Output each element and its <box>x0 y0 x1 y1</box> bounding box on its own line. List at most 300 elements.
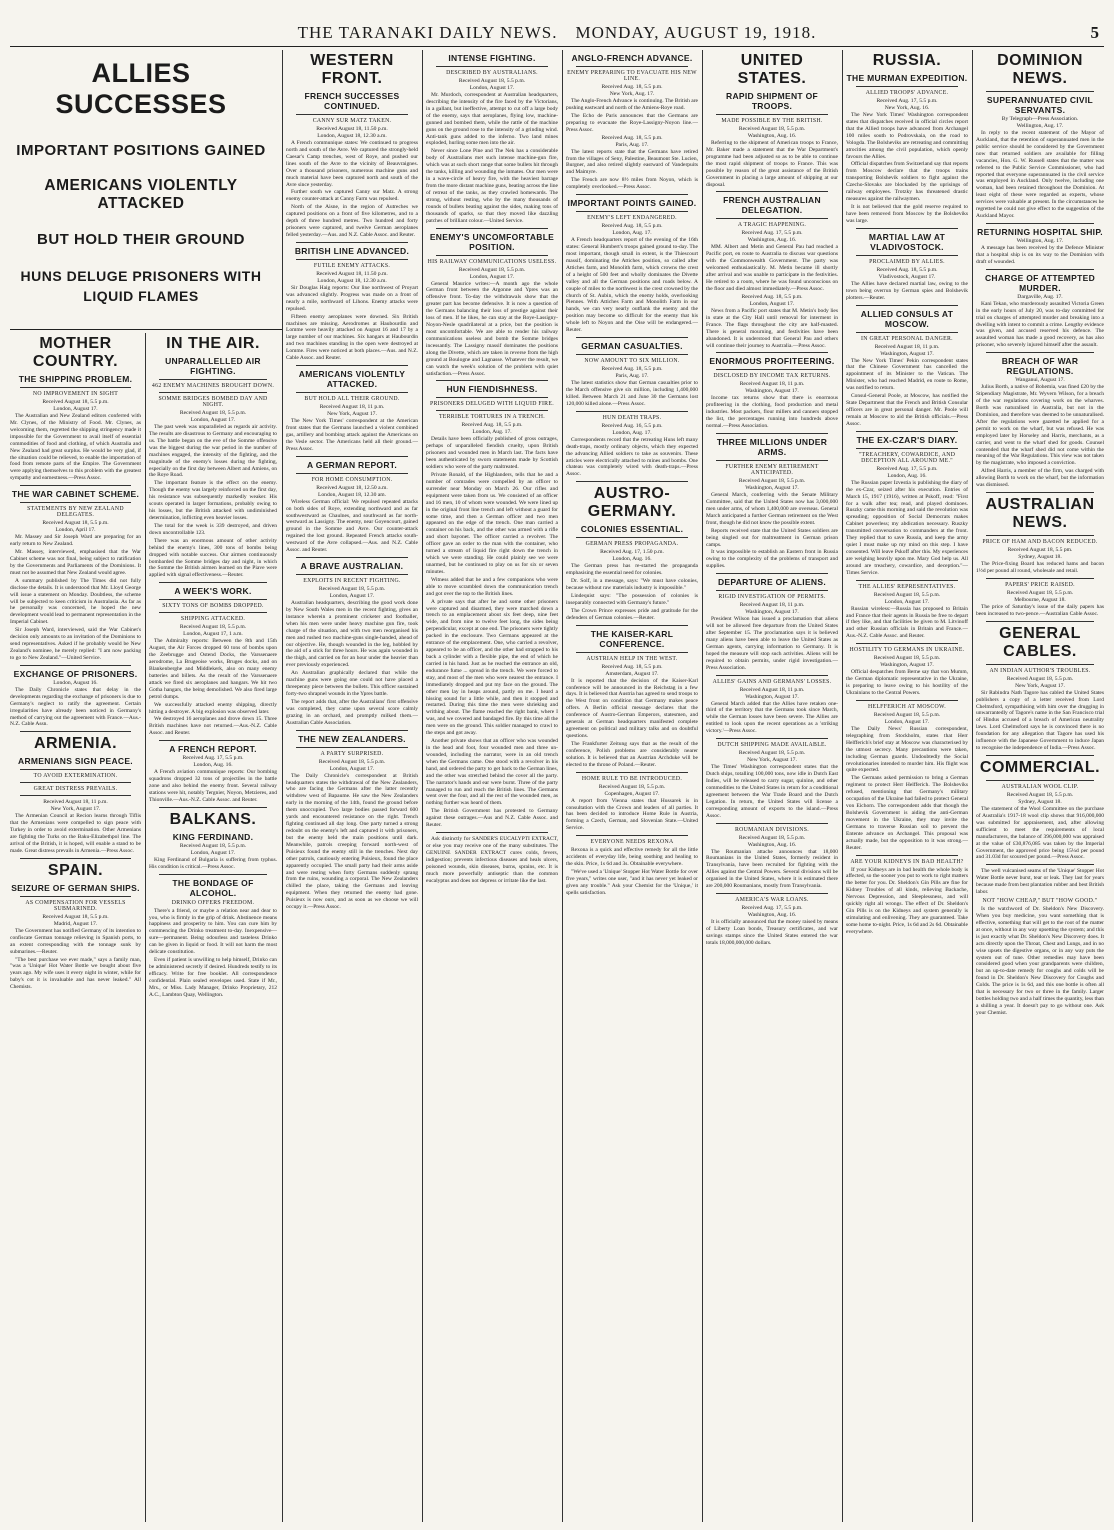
dateline: Paris, Aug. 17. <box>615 141 649 148</box>
article-paragraph: The Echo de Paris announces that the Germans are preparing to evacuate the Roye-Lassigny-Noyon line.—Press Assoc. <box>566 112 698 133</box>
divider <box>296 557 408 558</box>
page-number: 5 <box>1090 23 1100 42</box>
divider <box>716 191 828 192</box>
column-2 <box>149 333 277 1522</box>
dateline: London, Aug. 16. <box>193 762 233 769</box>
dateline: Madrid, August 17. <box>53 920 98 927</box>
article-paragraph: The price of Saturday's issue of the daily papers has been increased to two-pence.—Australian Cable Assoc. <box>976 603 1104 617</box>
dateline: London, August 17. <box>329 765 375 772</box>
article-headline: HUN FIENDISHNESS. <box>446 384 538 395</box>
article-paragraph: Julius Borth, a native of Bohemia, was fined £20 by the Stipendiary Magistrate, Mr. Wyvern Wilson, for a breach of the war regulations covering work on the wharves. Borth was naturalised in Australia, but not in the Dominion, and therefore was deemed to be unnaturalised. After the regulations were gazetted he applied for a permit to work on the wharf, but was refused. He was employed later by Horseley and Harris, merchants, as a carrier, and went to the wharf shed for goods. Counsel contended that the wharf shed did not come within the meaning of the War Regulations. This view was not taken by the magistrate, who imposed a conviction. <box>976 384 1104 467</box>
banner-rule <box>10 329 282 330</box>
divider <box>856 643 958 644</box>
article-subheading: NOW AMOUNT TO SIX MILLION. <box>584 358 680 365</box>
article-paragraph: The Price-fixing Board has reduced hams and bacon 1½d per pound all round, wholesale and retail. <box>976 561 1104 574</box>
article-headline: FRENCH AUSTRALIAN DELEGATION. <box>723 195 821 216</box>
article-paragraph: MM. Albert and Metin and General Pau had reached a Pacific port, en route to Australia to discuss war questions with the Commonwealth Government. The party was welcomed enthusiastically. M. Metin became ill shortly after arrival and was unable to participate in the festivities. He retired to a room, where he was found unconscious on the floor and died almost immediately.—Press Assoc. <box>706 244 838 292</box>
article-paragraph: It is not believed that the gold reserve required to have been removed from Moscow by the Bolsheviks was large. <box>846 203 968 224</box>
section-heading: GENERAL CABLES. <box>999 624 1081 660</box>
article-paragraph: The Germans asked permission to bring a German regiment to protect Herr Helfferich. The Bolsheviks refused, mentioning that Germany's military occupation of the Ukraine had failed to protect General von Eichorn. The correspondent adds that though the Bolshevik Government is aiding the anti-German movement in the Ukraine, they may invite the Germans to traverse Russian soil to prevent the Entente advance on Archangel. This proposal was actually made, but the opposition to it was strong.—Reuter. <box>846 775 968 851</box>
article-paragraph: It is reported that the decision of the Kaiser-Karl conference will be announced in the Reichstag in a few days. It is believed that Austria has agreed to send troops to the West front on condition that Germany makes peace offers. A Berlin official message declares that the conference of Austro-German Emperors, statesmen, and generals at German headquarters manifested complete agreement on political and military talks and on doubtful questions. <box>566 677 698 740</box>
dateline: Washington, Aug. 16. <box>747 133 797 139</box>
article-subheading: DUTCH SHIPPING MADE AVAILABLE. <box>717 742 827 749</box>
article-subheading: EXPLOITS IN RECENT FIGHTING. <box>303 578 401 585</box>
divider <box>436 410 548 411</box>
article-subheading: IN GREAT PERSONAL DANGER. <box>861 335 953 342</box>
section-heading: BALKANS. <box>169 810 257 828</box>
dateline: Received August 18, 5.5 p.m. <box>42 520 109 527</box>
dateline: Received Aug. 17, 1.50 p.m. <box>600 549 664 556</box>
article-subheading: AN INDIAN AUTHOR'S TROUBLES. <box>989 667 1091 674</box>
article-paragraph: General Maurice writes:—A month ago the whole German front between the Argonne and Ypres was an offensive front. To-day the withdrawals show that the greater part has become defensive. It is now a question of the Germans balancing their loss of prestige against their loss of men. If he likes, he can stay at the Roye-Lassigny-Noyon-Nesle quadrilateral at a price, but the position is most uncomfortable. We are able to render his railway communications useless and bomb the Somme bridges incessantly. The Lassigny massif dominates the positions along the Divette, which are taken in reverse from the high ground at Boulogne and Lagnasse. Whatever the result, we can watch the week's solution of the problem with quiet satisfaction.—Press Assoc. <box>426 280 558 377</box>
newspaper-columns <box>10 50 1104 1522</box>
article-subheading: SHIPPING ATTACKED. <box>180 616 246 623</box>
divider <box>576 772 688 773</box>
dateline: Washington, Aug. 16. <box>747 237 797 244</box>
dateline: London, Aug. 16. <box>612 556 652 563</box>
article-subheading: "TREACHERY, COWARDICE, AND DECEPTION ALL AROUND ME." <box>858 451 956 464</box>
article-headline: ANGLO-FRENCH ADVANCE. <box>571 53 693 63</box>
article-headline: BREACH OF WAR REGULATIONS. <box>1001 356 1079 377</box>
column-rule <box>562 50 563 1522</box>
divider <box>986 755 1094 756</box>
dateline: Received August 18, 5.5 p.m. <box>179 624 247 631</box>
article-paragraph: The British Government has protested to Germany against these outrages.—Aus and N.Z. Cable Assoc. and Reuter. <box>426 808 558 829</box>
column-rule <box>282 50 283 1522</box>
banner-headline-5: HUNS DELUGE PRISONERS WITH LIQUID FLAMES <box>20 268 262 305</box>
article-subheading: AUSTRALIAN WOOL CLIP. <box>1001 784 1079 791</box>
article-paragraph: It was impossible to establish an Eastern front in Russia owing to the complexity of the problems of transport and supplies. <box>706 549 838 570</box>
article-subheading: ROUMANIAN DIVISIONS. <box>735 826 809 833</box>
article-paragraph: The New York Times' correspondent at the American front states that the Germans launched a violent combined gas, artillery and bombing attack against the Americans on the Vesle sector. The Americans held all their ground.—Press Assoc. <box>286 418 418 452</box>
article-subheading: ARE YOUR KIDNEYS IN BAD HEALTH? <box>850 858 964 865</box>
article-subheading: PROCLAIMED BY ALLIES. <box>869 258 945 265</box>
article-paragraph: Details have been officially published of gross outrages, perhaps of unparalleled fiendish cruelty, upon British prisoners and wounded men in March last. The facts have been authenticated by sworn statements made by Scottish soldiers who were of the party maltreated. <box>426 436 558 471</box>
article-headline: UNPARALLELLED AIR FIGHTING. <box>165 356 261 376</box>
article-subheading: FURTHER ENEMY RETIREMENT ANTICIPATED. <box>725 464 819 477</box>
divider <box>20 782 131 783</box>
article-paragraph: Never since Lone Pine and The Nek has a considerable body of Australians met such intense machine-gun fire, which was at such short range that some bullets hit through the tanks, killing and wounding the inmates. Our men were in a wave-circle of heavy fire, with the heaviest barrage from the more distant machine guns, beating across the line of retreat of the tanks, as they crawled homewards. The strong, without resting, who by the many thousands of rounds of bullets beating against the sides, making tons of thousands of sparks, so that they moved like dazzling patches of brilliant colour.—United Service. <box>426 148 558 224</box>
article-paragraph: The Daily Chronicle's correspondent at British headquarters states the withdrawal of the New Zealanders, who are facing the Germans after the latter recently withdrew west of Bapaume. He saw the New Zealanders early in the morning of the 14th, found the ground before them unoccupied. Two large bodies passed forward 600 yards and encountered resistance on the right. Trench fighting continued all day long. One party turned a strong redoubt on the enemy's left and captured it with prisoners, but the enemy held the main positions until dark. Meanwhile, patrols creeping forward north-west of Puisieux found the enemy still in the trenches. Next day other patrols, cautiously entering Puisieux, found the place apparently occupied. The small party had their arms aside and were resting when forty Germans suddenly sprang from the ruins, wounding a corporal. The New Zealanders chilled the place, taking the Germans and leaving equipment. When they returned the enemy had gone. Puisieux is now ours, and as soon as we choose we will occupy it.—Press Assoc. <box>286 772 418 911</box>
divider <box>20 502 131 503</box>
article-subheading: THE ALLIES' REPRESENTATIVES. <box>858 583 956 590</box>
dateline: Received August 18, 5.5 p.m. <box>318 758 386 765</box>
article-paragraph: Mr. Massey, interviewed, emphasised that the War Cabinet scheme was not final, being subject to ratification by the Governments and Parliaments of the Dominions. It must not be assumed that New Zealand would agree. <box>10 549 141 576</box>
dateline: Received August 18, 11 p.m. <box>874 343 940 350</box>
dateline: New York, August 17. <box>1015 682 1065 689</box>
dateline: Received August 18, 5.5 p.m. <box>873 591 941 598</box>
dateline: Received August 18, 11.50 p.m. <box>316 126 388 132</box>
article-headline: THE WAR CABINET SCHEME. <box>11 489 140 500</box>
divider <box>436 832 548 833</box>
divider <box>576 354 688 355</box>
column-4 <box>426 50 558 1522</box>
article-headline: DEPARTURE OF ALIENS. <box>717 577 826 588</box>
article-paragraph: We successfully attacked enemy shipping, directly hitting a destroyer. A big explosion was observed later. <box>149 701 277 715</box>
article-paragraph: Mr. Murdoch, correspondent at Australian headquarters, describing the intensity of the fire faced by the Victorians, in a gallant, but ineffective, attempt to cut off a large body of the enemy, says that aeroplanes, flying low, machine-gunned and bombed them, while the rattle of the machine guns on the ground rose to the intensity of a grinding wind. Anti-tank guns added to the inferno. Two land mines exploded, hurling some men into the air. <box>426 92 558 147</box>
article-subheading: ENEMY PREPARING TO EVACUATE HIS NEW LINE. <box>567 70 697 82</box>
divider <box>986 621 1094 622</box>
article-subheading: ALLIED TROOPS' ADVANCE. <box>865 90 949 96</box>
article-headline: THE EX-CZAR'S DIARY. <box>856 434 958 445</box>
article-paragraph: There's a friend, or maybe a relation near and dear to you, who is firmly in the grip of drink. Abstinence means happiness and prosperity to him. You can cure him by commencing the Drinko treatment to-day. Inexpensive—sure—permanent. Being odourless and tasteless Drinko can be given in liquid or food. It will not harm the most delicate constitution. <box>149 907 277 956</box>
dateline: Received Aug. 18, 5.5 p.m. <box>876 266 938 273</box>
article-subheading: PAPERS' PRICE RAISED. <box>1005 581 1075 588</box>
divider <box>159 612 267 613</box>
divider <box>576 652 688 653</box>
dateline: London, Aug. 17. <box>612 230 652 237</box>
article-headline: RETURNING HOSPITAL SHIP. <box>977 226 1103 237</box>
banner-headline-2: IMPORTANT POSITIONS GAINED <box>16 142 266 159</box>
dateline: London, August 17. <box>884 718 930 725</box>
banner-headline-4: BUT HOLD THEIR GROUND <box>37 231 245 248</box>
divider <box>986 864 1094 865</box>
article-subheading: PRISONERS DELUGED WITH LIQUID FIRE. <box>430 401 554 408</box>
divider <box>576 537 688 538</box>
banner-headline-1: ALLIES SUCCESSES <box>55 58 227 119</box>
column-rule <box>842 50 843 1522</box>
column-rule <box>702 50 703 1522</box>
dateline: London, August 18, 12.30 a.m. <box>317 277 387 284</box>
divider <box>856 228 958 229</box>
divider <box>576 66 688 67</box>
article-headline: THREE MILLIONS UNDER ARMS. <box>716 437 828 458</box>
article-headline: GERMAN CASUALTIES. <box>581 341 683 352</box>
article-subheading: MADE POSSIBLE BY THE BRITISH. <box>721 118 823 124</box>
article-headline: THE KAISER-KARL CONFERENCE. <box>590 628 674 649</box>
masthead <box>10 20 1104 47</box>
divider <box>716 573 828 574</box>
article-paragraph: King Ferdinand of Bulgaria is suffering from typhus. His condition is critical.—Press Assoc. <box>149 856 277 870</box>
divider <box>986 352 1094 353</box>
article-headline: ENEMY'S UNCOMFORTABLE POSITION. <box>429 231 555 252</box>
divider <box>436 228 548 229</box>
dateline: Received Aug. 18, 5.5 p.m. <box>601 366 663 373</box>
article-headline: MARTIAL LAW AT VLADIVOSTOCK. <box>868 231 946 252</box>
divider <box>20 387 131 388</box>
article-headline: A GERMAN REPORT. <box>307 459 397 470</box>
dateline: Received August 18, 5.5 p.m. <box>738 834 806 841</box>
divider <box>576 211 688 212</box>
article-paragraph: The New York Times' Pekin correspondent states that the Chinese Government has cancelled the appointment of its Minister to the Vatican. The Minister, who had reached Madrid, en route to Rome, was notified to return. <box>846 357 968 392</box>
section-heading: COMMERCIAL. <box>979 759 1101 777</box>
section-heading: UNITED STATES. <box>737 52 807 87</box>
divider <box>716 893 828 894</box>
article-paragraph: A French communique states: We continued to progress north and south of the Avre. We captured the strongly-held Caesar's Camp trenches, west of Roye, and pushed our lines south of the Avre to the vicinity of Beauvraignes. Over a thousand prisoners, numerous machine guns and much material have been captured north and south of the Avre since yesterday. <box>286 140 418 188</box>
dateline: Received August 18, 5.5 p.m. <box>458 78 526 84</box>
article-subheading: HUN DEATH TRAPS. <box>602 414 662 421</box>
divider <box>436 66 548 67</box>
divider <box>576 481 688 482</box>
dateline: Received Aug. 18, 5.5 p.m. <box>461 422 523 429</box>
article-subheading: FUTILE ENEMY ATTACKS. <box>313 262 391 269</box>
section-heading: WESTERN FRONT. <box>310 52 394 87</box>
dateline: By Telegraph—Press Association. <box>1001 116 1079 122</box>
divider <box>856 86 958 87</box>
article-paragraph: North of the Aisne, in the region of Autreches we captured positions on a front of five kilometres, and to a depth of three hundred metres. Two hundred and forty prisoners were captured, and twelve German aeroplanes felled yesterday.—Aus. and N.Z. Cable Assoc. and Reuter. <box>286 204 418 238</box>
article-paragraph: The past week was unparalleled as regards air activity. The results are disastrous to Germany and encouraging to us. The battle began on the eve of the Somme offensive was the biggest during the war period in the number of machines engaged, the intensity of the fighting, and the magnitude of the enemy's losses during the fighting, especially on the first day between Albert and Amiens, on the Roye Road. <box>149 424 277 479</box>
article-paragraph: Russian wireless:—Russia has proposed to Britain and France that their agents in Russia be free to depart if they like, and that facilities be given to M. Litvinoff and other Russian officials in Britain and France.—Aus.-N.Z. Cable Assoc. and Reuter. <box>846 605 968 640</box>
dateline: Received August 18, 5.5 p.m. <box>1006 792 1074 799</box>
divider <box>716 369 828 370</box>
article-paragraph: Even if patient is unwilling to help himself, Drinko can be administered secretly if desired. Hundreds testify to its efficacy. Write for free booklet. All correspondence confidential. Plain sealed envelopes used. State if Mr., Mrs., or Miss. Lady Manager, Drinko Proprietary, 212 A.C., Lambton Quay, Wellington. <box>149 957 277 998</box>
article-subheading: DESCRIBED BY AUSTRALIANS. <box>446 70 538 76</box>
article-subheading: GREAT DISTRESS PREVAILS. <box>33 786 118 793</box>
section-heading: RUSSIA. <box>872 52 942 69</box>
divider <box>716 433 828 434</box>
article-headline: CHARGE OF ATTEMPTED MURDER. <box>984 272 1096 293</box>
article-headline: THE BONDAGE OF ALCOHOL. <box>172 877 254 898</box>
article-subheading: AUSTRIAN HELP IN THE WEST. <box>586 655 678 662</box>
dateline: Received August 18, 11 p.m. <box>319 404 385 411</box>
column-6 <box>706 50 838 1522</box>
dateline: Received August 18, 5.5 p.m. <box>738 478 806 485</box>
article-paragraph: News from a Pacific port states that M. Metin's body lies in state at the City Hall until removal for interment in France. The flags throughout the city are half-masted. There is general mourning, and festivities have been abandoned. It is understood that General Pau and others will continue their journey to Australia.—Press Assoc. <box>706 307 838 349</box>
article-headline: RAPID SHIPMENT OF TROOPS. <box>726 91 818 111</box>
dateline: London, August 17. <box>469 85 515 91</box>
column-8 <box>976 50 1104 1522</box>
divider <box>296 747 408 748</box>
article-paragraph: The New York Times' Washington correspondent states that dispatches received in official circles report that the Allied troops have advanced from Archangel 100 miles south to Podrovskaia, on the road to Vologda. The Bolsheviks are retreating and committing atrocities among the civil population, which openly favours the Allies. <box>846 112 968 160</box>
dateline: Washington, August 17. <box>745 609 799 616</box>
divider <box>159 392 267 393</box>
dateline: New York, August 17. <box>327 411 377 418</box>
article-paragraph: A French aviation communique reports: Our bombing squadrons dropped 32 tons of projectiles in the battle zone and also behind the enemy front. Several railway stations were hit, notably Tergnier, Noyon, Metzieres, and Thionville.—Aus.-N.Z. Cable Assoc. and Reuter. <box>149 769 277 803</box>
column-5 <box>566 50 698 1522</box>
divider <box>20 731 131 732</box>
article-headline: THE MURMAN EXPEDITION. <box>846 73 968 83</box>
article-paragraph: Is the watchword of Dr. Sheldon's New Discovery. When you buy medicine, you want something that is effective, something that will get to the root of the matter at once, without in any way upsetting the system; and this is just exactly what Dr. Sheldon's New Discovery does. It acts directly upon the Throat, Chest and Lungs, and in no wise upsets the digestive organs, or in any way puts the system out of tune. Other remedies may have been considered good when your grandparents were children, but an up-to-date remedy for coughs and colds will be found in Dr. Sheldon's New Discovery for Coughs and Colds. The price is 1s 6d, and this one bottle is often all that is necessary for two or three in the family. Larger bottles holding two and a half times the quantity, less than a shilling a year. It doesn't pay to go without one. Ask your Chemist. <box>976 906 1104 1016</box>
article-headline: COLONIES ESSENTIAL. <box>580 524 684 535</box>
dateline: Received August 18, 5.5 p.m. <box>738 750 806 757</box>
article-subheading: HIS RAILWAY COMMUNICATIONS USELESS. <box>427 258 557 265</box>
article-subheading: FOR HOME CONSUMPTION. <box>311 476 393 483</box>
dateline: Received Aug. 17, 5.5 p.m. <box>182 755 244 762</box>
article-subheading: RIGID INVESTIGATION OF PERMITS. <box>718 594 826 601</box>
article-headline: SEIZURE OF GERMAN SHIPS. <box>11 882 140 893</box>
article-paragraph: "The best purchase we ever made," says a family man, "was a 'Unique' Hot Water Bottle we bought about five years ago. My wife uses it every night in winter, while for baby's cot it is invaluable and has never leaked." All Chemists. <box>10 956 141 991</box>
section-heading: AUSTRALIAN NEWS. <box>985 496 1095 532</box>
dateline: Washington, August 17. <box>745 388 799 395</box>
dateline: Vladivostock, August 17. <box>878 273 936 280</box>
column-3 <box>286 50 418 1522</box>
divider <box>986 492 1094 493</box>
article-paragraph: Sir Douglas Haig reports: Our line northwest of Proyart was advanced slightly. Progress was made on a front of nearly a mile, northward of Lihons. Enemy attacks were repulsed. <box>286 284 418 312</box>
dateline: Received Aug. 18, 5.5 p.m. <box>601 223 663 230</box>
divider <box>159 582 267 583</box>
dateline: Received August 18, 5.5 p.m. <box>1006 589 1074 596</box>
article-subheading: SIXTY TONS OF BOMBS DROPPED. <box>162 603 264 610</box>
article-paragraph: Further south we captured Canny sur Matz. A strong enemy counter-attack at Canny Farm was repulsed. <box>286 189 418 203</box>
article-subheading: GERMAN PRESS PROPAGANDA. <box>585 541 679 548</box>
article-headline: IMPORTANT POINTS GAINED. <box>567 198 697 209</box>
divider <box>296 114 408 115</box>
dateline: New York, August 17. <box>50 806 101 813</box>
article-paragraph: Sir Rabindra Nath Tagore has cabled the United States publishers a copy of a letter received from Lord Chelmsford, sympathising with him over the drugging in unwarrantedly of Tagore's name in the San Francisco trial of Hindus accused of a breach of American neutrality laws. Lord Chelmsford says he is convinced there is no foundation for any allegation that Tagore has used his influence with the Japanese Government to induce Japan to recognise the independence of India.—Press Assoc. <box>976 689 1104 752</box>
dateline: Washington, August 17. <box>745 485 799 492</box>
article-paragraph: A summary published by The Times did not fully disclose the details. It is understood that Mr. Lloyd George will issue a statement on Monday. Doubtless, the scheme will be subjected to keen criticism in Australasia. As far as he personally was concerned, he hoped the new development would lead to permanent representation in the Imperial Cabinet. <box>10 577 141 626</box>
banner-headline-3: AMERICANS VIOLENTLY ATTACKED <box>44 177 238 212</box>
dateline: Received August 18, 5.5 p.m. <box>738 126 806 132</box>
divider <box>986 269 1094 270</box>
article-paragraph: It is officially announced that the money raised by means of Liberty Loan bonds, Treasury certificates, and war savings stamps since the United States entered the war totals 18,000,000,000 dollars. <box>706 919 838 946</box>
article-paragraph: Private Ronald, of the Highlanders, tells that he and a number of comrades were compelled by an officer to surrender near Monday on March 26. Our rifles and equipment were taken from us. We consisted of an officer and 16 men, 10 of whom were wounded. We were lined up in the original front line trench and left without a guard for some time, and then a German officer and two men appeared on the edge of the trench. One man carried a container on his back, and the other was armed with a rifle and short bayonet. The officer carried a revolver. The officer gave an order to the man with the container, who turned a stream of liquid fire right down the trench in which we were standing. He could plainly see we were unarmed, but he continued to play on us for six or seven minutes. <box>426 472 558 575</box>
dateline: London, August 17, 1 a.m. <box>183 631 243 638</box>
article-paragraph: The Crown Prince expresses pride and gratitude for the defenders of German colonies.—Reuter. <box>566 607 698 621</box>
article-paragraph: The total for the week is 339 destroyed, and driven down uncontrollable 123. <box>149 522 277 536</box>
article-subheading: 462 ENEMY MACHINES BROUGHT DOWN. <box>151 383 275 389</box>
divider <box>576 194 688 195</box>
divider <box>716 738 828 739</box>
divider <box>296 259 408 260</box>
article-paragraph: The statement of the Wool Committee on the purchase of Australia's 1917-18 wool clip shows that 916,000,000 was submitted for appraisement, and, after allowing sufficient to meet the requirements of local manufacturers, the balance of 396,000,000 was appraised at the value of £30,876,085 was taken by the Imperial Government, the approved price being 15¼d per pound and 31.03d for scoured per pound.—Press Assoc. <box>976 806 1104 861</box>
dateline: Wanganui, August 17. <box>1015 377 1065 384</box>
article-subheading: STATEMENTS BY NEW ZEALAND DELEGATES. <box>27 506 124 519</box>
article-subheading: DISCLOSED BY INCOME TAX RETURNS. <box>713 373 831 380</box>
section-heading: AUSTRO-GERMANY. <box>587 485 677 521</box>
article-paragraph: The Times' Washington correspondent states that the Dutch ships, totalling 100,000 tons, now idle in Dutch East Indies, will be released to carry sugar, quinine, and other commodities to the United States in return for a conditional agreement between the War Trade Board and the Dutch Legation. In return, the United States will license a corresponding amount of exports to the island.—Press Assoc. <box>706 764 838 819</box>
divider <box>159 740 267 741</box>
article-paragraph: An Australian graphically declared that while the machine guns were going one could not have placed a threepenny piece between the bullets. This officer sustained forty-two shrapnel wounds in the Ypres battle. <box>286 670 418 698</box>
section-heading: DOMINION NEWS. <box>997 52 1083 87</box>
article-paragraph: The Anglo-French Advance is continuing. The British are pushing eastward and north of the Amiens-Roye road. <box>566 98 698 111</box>
column-7 <box>846 50 968 1522</box>
article-paragraph: General March, conferring with the Senate Military Committee, said that the United States now has 3,000,000 men under arms, of whom 1,400,000 are overseas. General March anticipated a further German retirement on the West front, though he did not know the possible extent. <box>706 492 838 526</box>
dateline: London, August 17. <box>53 406 98 412</box>
dateline: Received August 18, 5.5 p.m. <box>1006 675 1074 682</box>
dateline: Received August 18, 5.5 p.m. <box>598 783 666 790</box>
article-paragraph: Dr. Solf, in a message, says: "We must have colonies, because without raw materials industry is impossible." <box>566 578 698 592</box>
dateline: Received August 18, 11 p.m. <box>739 381 805 388</box>
divider <box>159 379 267 380</box>
dateline: Wellington, Aug. 17. <box>1016 237 1064 244</box>
publication-name: THE TARANAKI DAILY NEWS. <box>297 23 558 42</box>
article-paragraph: In reply to the recent statement of the Mayor of Auckland, that the retention of superannuated men in the public service should be considered by the Government now that returned soldiers are available for filling vacancies, Hon. G. W. Russell states that the matter was referred to the Public Service Commissioner, who had reported that everyone superannuated in the civil service was employed in Auckland. Only twelve, including one woman, had been retained throughout the Dominion. At least eight of these were regarded as experts, whose services were valuable at present. In the circumstances he regretted he could not give effect to the suggestion of the Auckland Mayor. <box>976 130 1104 220</box>
dateline: Sydney, August 18. <box>1018 799 1062 806</box>
dateline: Received August 18, 5.5 pm. <box>1007 547 1073 554</box>
dateline: London, August 18, 12.30 a.m. <box>317 133 387 139</box>
article-subheading: DRINKO OFFERS FREEDOM. <box>171 899 255 906</box>
divider <box>576 625 688 626</box>
article-paragraph: Australian headquarters, describing the good work done by New South Wales men in the recent fighting, gives an instance wherein a prominent cricketer and footballer, when his men were under heavy machine gun fire, took charge of the situation, and with two men reorganised his men and rushed two machine-guns single-handed, ahead of our objective. He, though wounded in the leg, hobbled by the aid of a stick for three hours. He was again wounded in the thigh, and carried on for an hour under the heavier than ever previously experienced. <box>286 600 418 669</box>
dateline: Washington, Aug. 16. <box>747 841 797 848</box>
article-subheading: AS COMPENSATION FOR VESSELS SUBMARINED. <box>25 899 126 912</box>
article-headline: AMERICANS VIOLENTLY ATTACKED. <box>298 369 406 390</box>
divider <box>436 380 548 381</box>
article-subheading: A PARTY SURPRISED. <box>320 750 384 757</box>
article-paragraph: Fifteen enemy aeroplanes were downed. Six British machines are missing. Aerodromes at Haubourdin and Lomme were heavily attacked on August 16 and 17 by a large number of our machines. Six hangars at Haubourdin and two machines standing in the open were destroyed at Lomme. Fires were noticed at both places.—Aus. and N.Z. Cable Assoc. and Reuter. <box>286 313 418 362</box>
article-headline: A FRENCH REPORT. <box>169 744 257 755</box>
article-subheading: BUT HOLD ALL THEIR GROUND. <box>304 396 400 403</box>
dateline: Received Aug. 18, 5.5 p.m. <box>601 663 663 670</box>
divider <box>296 365 408 366</box>
divider <box>856 305 958 306</box>
divider <box>716 352 828 353</box>
article-paragraph: The Daily News' Russian correspondent, telegraphing from Stockholm, states that Herr Helfferich's brief stay at Moscow was characterised by the utmost secrecy. Many precautions were taken, including German guards. Undoubtedly the Social revolutionaries intended to murder him. His flight was quite expected. <box>846 725 968 774</box>
divider <box>856 431 958 432</box>
dateline: Received Aug. 16, 5.5 p.m. <box>601 422 663 429</box>
article-paragraph: General March added that the Allies have retaken one-third of the territory that the Germans took since March, while the German losses have been severe. The Allies are entitled to look upon the recent operations as a 'striking victory.'—Press Assoc. <box>706 700 838 735</box>
article-subheading: ENEMY'S LEFT ENDANGERED. <box>587 215 677 222</box>
section-heading: ARMENIA. <box>33 735 118 753</box>
article-paragraph: Another private shows that an officer who was wounded in the head and foot, four wounded men and three un-wounded, including the narrator, were in an old trench when the Germans came. One stood with a revolver in his hand, and ordered the party to get back to the German lines, and the other was stretched behind the cover all the party. The narrator's hands and ear were burnt. Three of the party managed to run and reach the British lines. The Germans went over the four, and all the rest of the wounded men, as nothing further was heard of them. <box>426 738 558 807</box>
article-paragraph: The Daily Chronicle states that delay in the developments regarding the exchange of prisoners is due to Germany's neglect to ratify the agreement. Certain irregularities have already been noticed in Germany's method of carrying out the agreement with France.—Aus.-N.Z. Cable Assn. <box>10 686 141 728</box>
dateline: Received Aug. 17, 5.5 p.m. <box>741 905 803 912</box>
dateline: Received August 18, 5.5 p.m. <box>179 842 247 849</box>
dateline: Washington, August 17. <box>880 662 934 669</box>
divider <box>296 392 408 393</box>
dateline: Received August 18, 11 p.m. <box>739 602 805 609</box>
divider <box>716 114 828 115</box>
article-paragraph: A report from Vienna states that Hussarek is in consultation with the Crown and leaders of all parties. It has been decided to introduce Home Rule in Austria, forming a Czech, German, and Slovenian State.—United Service. <box>566 797 698 832</box>
divider <box>986 223 1094 224</box>
article-headline: ALLIED CONSULS AT MOSCOW. <box>860 308 954 329</box>
article-paragraph: Income tax returns show that there is enormous profiteering in the clothing, food production and metal industries. Most packers, flour millers and canners stopped the list, the percentages running into hundreds above normal.—Press Association. <box>706 395 838 430</box>
dateline: Received August 18, 5.5 p.m. <box>42 913 109 920</box>
article-headline: FRENCH SUCCESSES CONTINUED. <box>304 91 400 111</box>
article-subheading: HOSTILITY TO GERMANS IN UKRAINE. <box>849 647 965 654</box>
divider <box>296 456 408 457</box>
article-paragraph: The important feature is the effect on the enemy. Though the enemy was largely reinforced on the first day, his resistance was subsequently markedly weaker. His scouts operated in larger formations, probably owing to his losses, but the British attacked with undiminished determination, inflicting even heavier losses. <box>149 480 277 521</box>
dateline: London, Aug. 17. <box>612 429 652 436</box>
article-subheading: PRICE OF HAM AND BACON REDUCED. <box>982 539 1098 546</box>
dateline: Received August 18, 5.5 p.m. <box>873 655 941 662</box>
article-headline: INTENSE FIGHTING. <box>448 53 536 63</box>
divider <box>716 823 828 824</box>
section-heading: IN THE AIR. <box>166 335 260 352</box>
divider <box>20 485 131 486</box>
issue-date: MONDAY, AUGUST 19, 1918. <box>575 23 817 42</box>
divider <box>986 91 1094 92</box>
dateline: London, Aug. 16. <box>887 472 927 479</box>
article-subheading: TO AVOID EXTERMINATION. <box>33 773 118 780</box>
article-subheading: HOME RULE TO BE INTRODUCED. <box>581 775 683 782</box>
dateline: Paris, Aug. 17. <box>615 373 649 380</box>
dateline: London, April 17. <box>55 527 96 534</box>
article-paragraph: If your Kidneys are in bad health the whole body is affected, so the sooner you put to work to right matters the better for you. Dr. Sheldon's Gin Pills are fine for Kidney Troubles of all kinds, relieving Backache, Nervous Depression, and Sleeplessness, and will quickly right all wrongs. The effect of Dr. Sheldon's Gin Pills is on the Kidneys and system generally is stimulating and enlivening. They are guaranteed. Take some home to-night. Price, 1s 6d and 2s 6d. Obtainable everywhere. <box>846 866 968 935</box>
article-paragraph: The Roumanian attache announces that 18,000 Roumanians in the United States, formerly resident in Transylvania, have been recruited for fighting with the Allies against the Central Powers. Several divisions will be organised in the United States, where it is estimated there are 200,000 Roumanians, mostly from Transylvania. <box>706 848 838 890</box>
article-paragraph: Consul-General Poole, at Moscow, has notified the State Department that the French and British Consular officers are in great personal danger. Mr. Poole will remain at Moscow to aid the British officials.—Press Assoc. <box>846 393 968 427</box>
article-paragraph: Reports received state that the United States soldiers are being singled out for maltreatment in German prison camps. <box>706 527 838 548</box>
article-headline: SUPERANNUATED CIVIL SERVANTS. <box>986 95 1094 115</box>
dateline: Copenhagen, August 17. <box>604 790 660 797</box>
divider <box>716 675 828 676</box>
article-subheading: ALLIES' GAINS AND GERMANS' LOSSES. <box>712 678 832 685</box>
article-paragraph: The Armenian Council at Recion learns through Tiflis that the Armenians were compelled to sign peace with Turkey in order to avoid extermination. Other Armenians are fighting the Turks on the Baku-Elizabethpol line. The arrival of the British, it is hoped, will enable a stand to be made. Great distress prevails in Armenia.—Press Assoc. <box>10 813 141 854</box>
article-headline: BRITISH LINE ADVANCED. <box>294 245 410 256</box>
dateline: Washington, August 17. <box>745 693 799 700</box>
article-headline: KING FERDINAND. <box>172 831 254 842</box>
article-paragraph: Official despatches from Berne say that von Mumm, the German diplomatic representative in the Ukraine, is preparing to leave owing to his hostility of the Ukrainians to the Central Powers. <box>846 669 968 697</box>
article-paragraph: Kani Tekan, who murderously assaulted Victoria Green in the early hours of July 20, was to-day committed for trial on charges of attempted murder and breaking into a dwelling with intent to commit a crime. Lengthy evidence was given, and accused reserved his defence. The assaulted woman has made a good recovery, as has also prisoner, who severely injured himself after the assault. <box>976 300 1104 349</box>
article-subheading: HELFFERICH AT MOSCOW. <box>868 703 946 710</box>
article-paragraph: Official dispatches from Switzerland say that reports from Moscow declare that the troops trains transporting Bolshevik soldiers to fight against the Czecho-Slovaks are blockaded by the uprisings of railway employees. Trotzky has threatened drastic measures against the railwaymen. <box>846 161 968 203</box>
dateline: New York, Aug. 16. <box>884 105 930 111</box>
dateline: London, August 17. <box>329 593 375 600</box>
article-subheading: NO IMPROVEMENT IN SIGHT <box>32 391 119 397</box>
column-rule <box>145 333 146 1522</box>
article-paragraph: "We've used a 'Unique' Stopper Hot Water Bottle for over five years," writes one user, "and it has never yet leaked or given any trouble." Ask your Chemist for the 'Unique,' it spells satisfaction. <box>566 869 698 896</box>
column-1 <box>10 333 141 1522</box>
article-paragraph: Mr. Massey and Sir Joseph Ward are preparing for an early return to New Zealand. <box>10 534 141 548</box>
article-paragraph: Witness added that he and a few companions who were able to move scrambled down the communication trench and got over the top to the British lines. <box>426 576 558 597</box>
dateline: Wellington, Aug. 17. <box>1016 123 1064 129</box>
dateline: Received Aug. 18, 5.5 p.m. <box>741 293 803 300</box>
article-subheading: TERRIBLE TORTURES IN A TRENCH. <box>438 414 546 421</box>
column-rule <box>422 50 423 1522</box>
divider <box>856 332 958 333</box>
divider <box>296 730 408 731</box>
